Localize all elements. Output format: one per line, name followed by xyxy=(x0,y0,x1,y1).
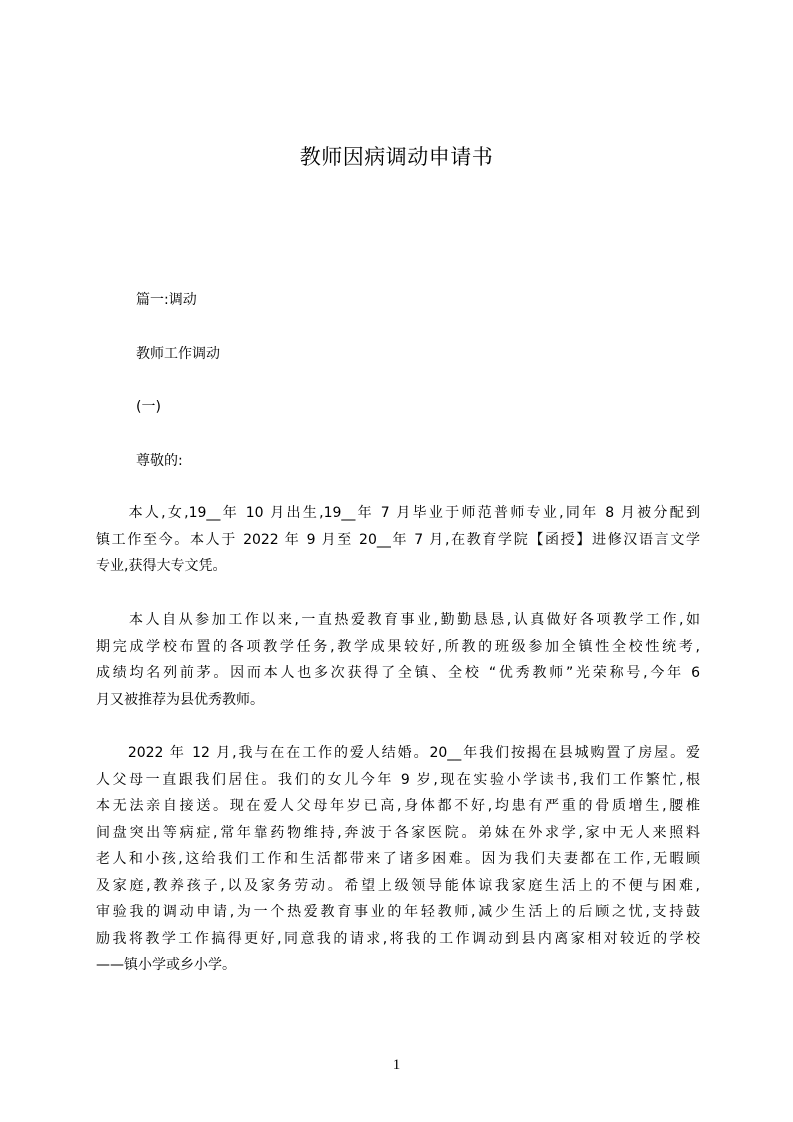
paragraph-line: 月又被推荐为县优秀教师。 xyxy=(96,691,264,708)
paragraph-line: 镇工作至今。本人于 2022 年 9 月至 20__年 7 月,在教育学院【函授】进修汉语言文学 xyxy=(96,531,700,548)
section-heading: 篇一:调动 xyxy=(136,292,197,308)
paragraph-line: 人父母一直跟我们居住。我们的女儿今年 9 岁,现在实验小学读书,我们工作繁忙,根 xyxy=(96,771,700,788)
paragraph-1 xyxy=(96,500,700,580)
paragraph-line: 老人和小孩,这给我们工作和生活都带来了诸多困难。因为我们夫妻都在工作,无暇顾 xyxy=(96,851,700,867)
subheading: 教师工作调动 xyxy=(136,346,220,362)
paragraph-line: 本无法亲自接送。现在爱人父母年岁已高,身体都不好,均患有严重的骨质增生,腰椎 xyxy=(96,798,700,814)
paragraph-3 xyxy=(96,740,700,979)
salutation: 尊敬的: xyxy=(136,453,183,469)
numbering: (一) xyxy=(136,399,161,415)
paragraph-line: 期完成学校布置的各项教学任务,教学成果较好,所教的班级参加全镇性全校性统考, xyxy=(96,638,700,655)
paragraph-line: 间盘突出等病症,常年靠药物维持,奔波于各家医院。弟妹在外求学,家中无人来照料 xyxy=(96,824,700,841)
page-number: 1 xyxy=(392,1057,401,1073)
paragraph-line: 本人,女,19__年 10 月出生,19__年 7 月毕业于师范普师专业,同年 8 月被分配到 xyxy=(96,505,700,521)
paragraph-2 xyxy=(96,607,700,713)
paragraph-line: 审验我的调动申请,为一个热爱教育事业的年轻教师,减少生活上的后顾之忧,支持鼓 xyxy=(96,904,700,920)
page-title: 教师因病调动申请书 xyxy=(299,145,494,169)
paragraph-line: 励我将教学工作搞得更好,同意我的请求,将我的工作调动到县内离家相对较近的学校 xyxy=(96,930,700,947)
paragraph-line: ——镇小学或乡小学。 xyxy=(96,957,236,973)
paragraph-line: 及家庭,教养孩子,以及家务劳动。希望上级领导能体谅我家庭生活上的不便与困难, xyxy=(96,877,700,894)
paragraph-line: 2022 年 12 月,我与在在工作的爱人结婚。20__年我们按揭在县城购置了房屋。爱 xyxy=(96,745,700,761)
paragraph-line: 成绩均名列前茅。因而本人也多次获得了全镇、全校 “优秀教师”光荣称号,今年 6 xyxy=(96,665,700,681)
paragraph-line: 专业,获得大专文凭。 xyxy=(96,558,227,574)
paragraph-line: 本人自从参加工作以来,一直热爱教育事业,勤勤恳恳,认真做好各项教学工作,如 xyxy=(96,612,700,628)
